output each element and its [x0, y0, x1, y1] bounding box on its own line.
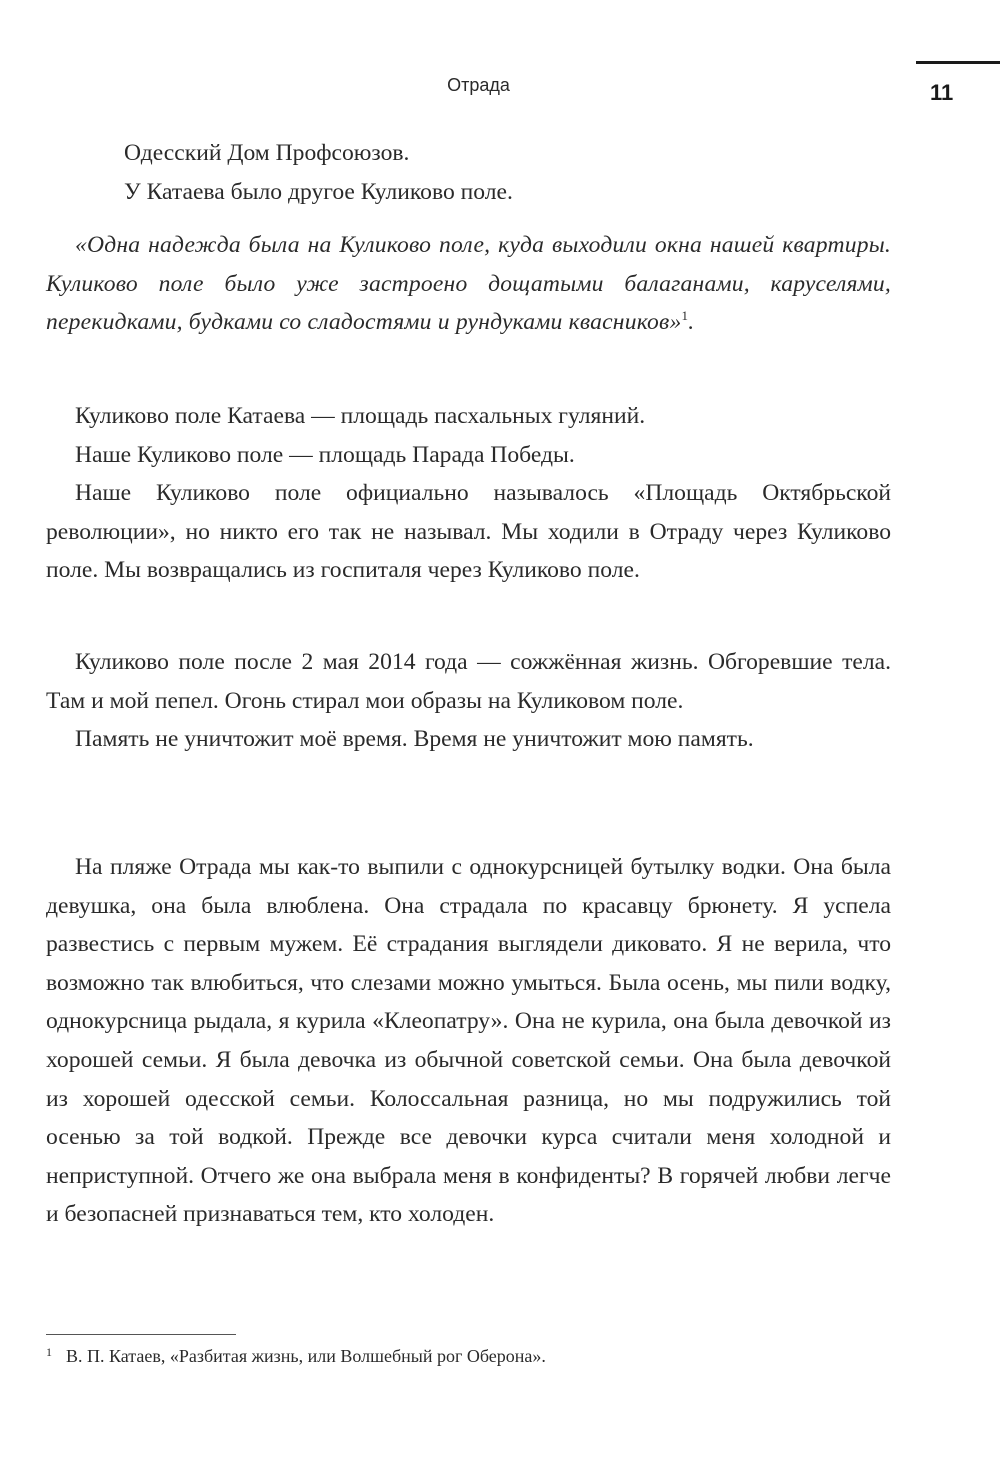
footnote — [46, 1343, 891, 1369]
paragraph-group-2 — [46, 643, 891, 759]
footnote-mark: 1 — [46, 1345, 52, 1359]
paragraph: Наше Куликово поле — площадь Парада Победы. — [75, 441, 575, 468]
footnote-ref: 1 — [681, 308, 689, 324]
quote-tail: . — [688, 309, 695, 336]
paragraph: Память не уничтожит моё время. Время не уничтожит мою память. — [75, 726, 754, 753]
footnote-rule — [46, 1334, 236, 1335]
paragraph-group-3 — [46, 848, 891, 1234]
paragraph: Наше Куликово поле официально называлось «Площадь Октябрьской революции», но никто его так не называл. Мы ходили в Отраду через Куликово поле. Мы возвращались из госпиталя через Куликово поле. — [46, 480, 891, 584]
opening-lines — [124, 134, 884, 211]
paragraph: На пляже Отрада мы как-то выпили с однокурсницей бутылку водки. Она была девушка, она была влюблена. Она страдала по красавцу брюнету. Я успела развестись с первым мужем. Её страдания выглядели диковато. Я не верила, что возможно так влюбиться, что слезами можно умыться. Была осень, мы пили водку, однокурсница рыдала, я курила «Клеопатру». Она не курила, она была девочкой из хорошей семьи. Я была девочка из обычной советской семьи. Она была девочкой из хорошей одесской семьи. Колоссальная разница, но мы подружились той осенью за той водкой. Прежде все девочки курса считали меня холодной и неприступной. Отчего же она выбрала меня в конфиденты? В горячей любви легче и безопасней признаваться тем, кто холоден. — [46, 854, 891, 1228]
opening-line: У Катаева было другое Куликово поле. — [124, 178, 513, 205]
page-top-rule — [916, 61, 1000, 64]
paragraph: Куликово поле после 2 мая 2014 года — сожжённая жизнь. Обгоревшие тела. Там и мой пепел. Огонь стирал мои образы на Куликовом поле. — [46, 649, 891, 714]
quote-text: «Одна надежда была на Куликово поле, куда выходили окна нашей квартиры. Куликово поле было уже застроено дощатыми балаганами, каруселями, перекидками, будками со сладостями и рундуками квасников» — [46, 232, 891, 336]
paragraph: Куликово поле Катаева — площадь пасхальных гуляний. — [75, 403, 646, 429]
quote-paragraph — [46, 226, 891, 342]
opening-line: Одесский Дом Профсоюзов. — [124, 140, 410, 166]
page-number: 11 — [930, 80, 954, 105]
running-head: Отрада — [447, 75, 510, 95]
paragraph-group-1 — [46, 397, 891, 590]
footnote-text: В. П. Катаев, «Разбитая жизнь, или Волшебный рог Оберона». — [66, 1346, 546, 1366]
